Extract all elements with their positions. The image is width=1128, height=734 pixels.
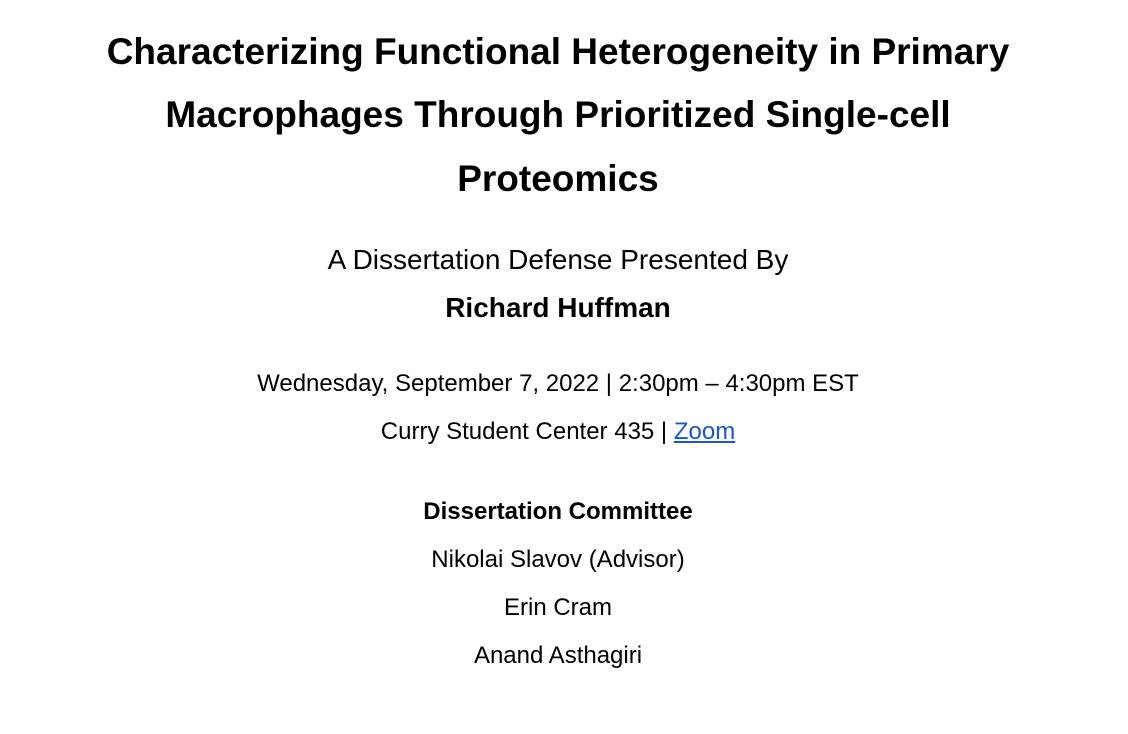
title-line-1: Characterizing Functional Heterogeneity in Primary [106, 31, 1010, 72]
presenter-name: Richard Huffman [445, 292, 671, 323]
location-text: Curry Student Center 435 | [380, 418, 674, 445]
zoom-link[interactable]: Zoom [673, 418, 736, 445]
title-line-3: Proteomics [457, 158, 659, 199]
committee-member: Anand Asthagiri [473, 642, 643, 669]
committee-member: Nikolai Slavov (Advisor) [431, 546, 685, 573]
event-location [0, 417, 1116, 447]
presentation-subtitle: A Dissertation Defense Presented By [327, 244, 789, 275]
committee-member: Erin Cram [503, 594, 612, 621]
title-line-2: Macrophages Through Prioritized Single-cell [165, 94, 951, 135]
committee-heading: Dissertation Committee [423, 498, 693, 525]
event-datetime: Wednesday, September 7, 2022 | 2:30pm – 4:30pm EST [257, 370, 859, 397]
